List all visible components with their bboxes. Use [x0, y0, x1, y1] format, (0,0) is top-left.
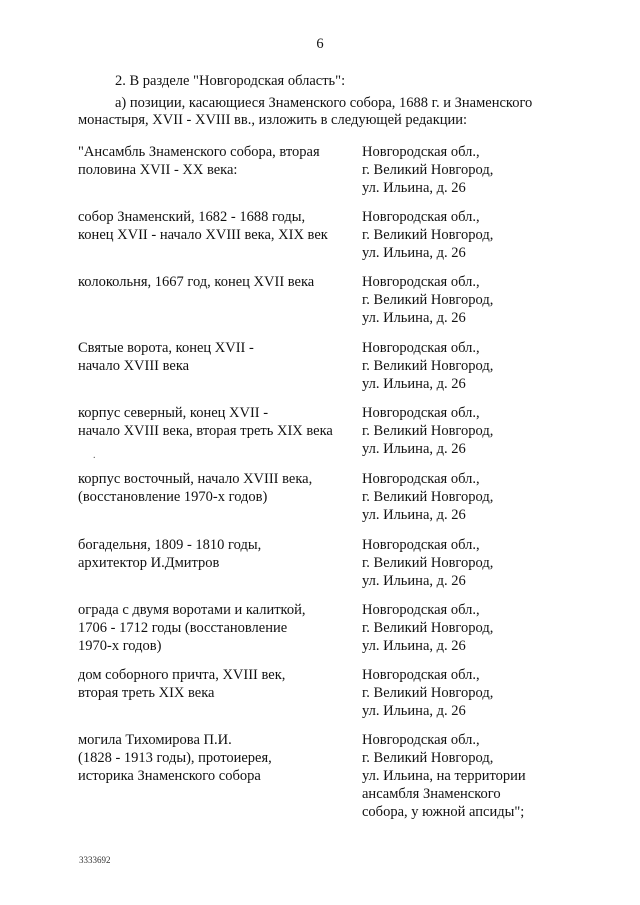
object-description — [78, 208, 358, 244]
address-line: г. Великий Новгород, — [362, 489, 494, 505]
address-line: ансамбля Знаменского — [362, 786, 501, 802]
address-line: ул. Ильина, д. 26 — [362, 507, 466, 523]
object-address — [362, 731, 572, 821]
object-line: ограда с двумя воротами и калиткой, — [78, 602, 306, 618]
intro-line-3: монастыря, XVII - XVIII вв., изложить в следующей редакции: — [78, 112, 468, 128]
address-line: ул. Ильина, д. 26 — [362, 703, 466, 719]
object-address — [362, 666, 572, 720]
object-line: 1706 - 1712 годы (восстановление — [78, 620, 288, 636]
object-line: историка Знаменского собора — [78, 768, 261, 784]
object-line: "Ансамбль Знаменского собора, вторая — [78, 144, 320, 160]
intro-line-2: а) позиции, касающиеся Знаменского собора, 1688 г. и Знаменского — [115, 95, 533, 111]
address-line: Новгородская обл., — [362, 602, 480, 618]
address-line: Новгородская обл., — [362, 144, 480, 160]
object-line: (1828 - 1913 годы), протоиерея, — [78, 750, 272, 766]
address-line: Новгородская обл., — [362, 471, 480, 487]
object-line: начало XVIII века — [78, 358, 190, 374]
address-line: ул. Ильина, д. 26 — [362, 573, 466, 589]
address-line: Новгородская обл., — [362, 667, 480, 683]
address-line: ул. Ильина, д. 26 — [362, 638, 466, 654]
address-line: Новгородская обл., — [362, 732, 480, 748]
object-description — [78, 601, 358, 655]
object-line: начало XVIII века, вторая треть XIX века — [78, 423, 333, 439]
stray-mark: . — [93, 450, 96, 461]
address-line: ул. Ильина, на территории — [362, 768, 526, 784]
object-address — [362, 143, 572, 197]
address-line: г. Великий Новгород, — [362, 162, 494, 178]
object-line: корпус северный, конец XVII - — [78, 405, 269, 421]
object-description — [78, 731, 358, 785]
document-code: 3333692 — [79, 855, 111, 865]
object-description — [78, 339, 358, 375]
object-description — [78, 404, 358, 440]
address-line: Новгородская обл., — [362, 537, 480, 553]
object-line: конец XVII - начало XVIII века, XIX век — [78, 227, 328, 243]
object-line: могила Тихомирова П.И. — [78, 732, 232, 748]
address-line: Новгородская обл., — [362, 274, 480, 290]
object-address — [362, 601, 572, 655]
object-address — [362, 208, 572, 262]
address-line: Новгородская обл., — [362, 340, 480, 356]
object-address — [362, 536, 572, 590]
address-line: ул. Ильина, д. 26 — [362, 180, 466, 196]
object-description — [78, 470, 358, 506]
address-line: Новгородская обл., — [362, 209, 480, 225]
object-line: колокольня, 1667 год, конец XVII века — [78, 274, 315, 290]
intro-line-1: 2. В разделе "Новгородская область": — [115, 73, 346, 89]
object-description — [78, 666, 358, 702]
object-line: 1970-х годов) — [78, 638, 162, 654]
address-line: собора, у южной апсиды"; — [362, 804, 525, 820]
page-number: 6 — [316, 36, 324, 52]
address-line: г. Великий Новгород, — [362, 423, 494, 439]
object-line: Святые ворота, конец XVII - — [78, 340, 254, 356]
address-line: г. Великий Новгород, — [362, 227, 494, 243]
address-line: г. Великий Новгород, — [362, 685, 494, 701]
object-line: вторая треть XIX века — [78, 685, 215, 701]
object-address — [362, 470, 572, 524]
address-line: ул. Ильина, д. 26 — [362, 245, 466, 261]
object-line: архитектор И.Дмитров — [78, 555, 220, 571]
object-description — [78, 273, 358, 291]
address-line: ул. Ильина, д. 26 — [362, 376, 466, 392]
address-line: г. Великий Новгород, — [362, 750, 494, 766]
object-line: половина XVII - XX века: — [78, 162, 238, 178]
object-address — [362, 404, 572, 458]
address-line: г. Великий Новгород, — [362, 620, 494, 636]
object-line: (восстановление 1970-х годов) — [78, 489, 268, 505]
address-line: Новгородская обл., — [362, 405, 480, 421]
address-line: г. Великий Новгород, — [362, 358, 494, 374]
object-line: корпус восточный, начало XVIII века, — [78, 471, 313, 487]
object-line: дом соборного причта, XVIII век, — [78, 667, 286, 683]
address-line: г. Великий Новгород, — [362, 292, 494, 308]
object-address — [362, 339, 572, 393]
object-address — [362, 273, 572, 327]
object-description — [78, 536, 358, 572]
object-line: богадельня, 1809 - 1810 годы, — [78, 537, 262, 553]
address-line: г. Великий Новгород, — [362, 555, 494, 571]
object-line: собор Знаменский, 1682 - 1688 годы, — [78, 209, 306, 225]
address-line: ул. Ильина, д. 26 — [362, 310, 466, 326]
address-line: ул. Ильина, д. 26 — [362, 441, 466, 457]
object-description — [78, 143, 358, 179]
